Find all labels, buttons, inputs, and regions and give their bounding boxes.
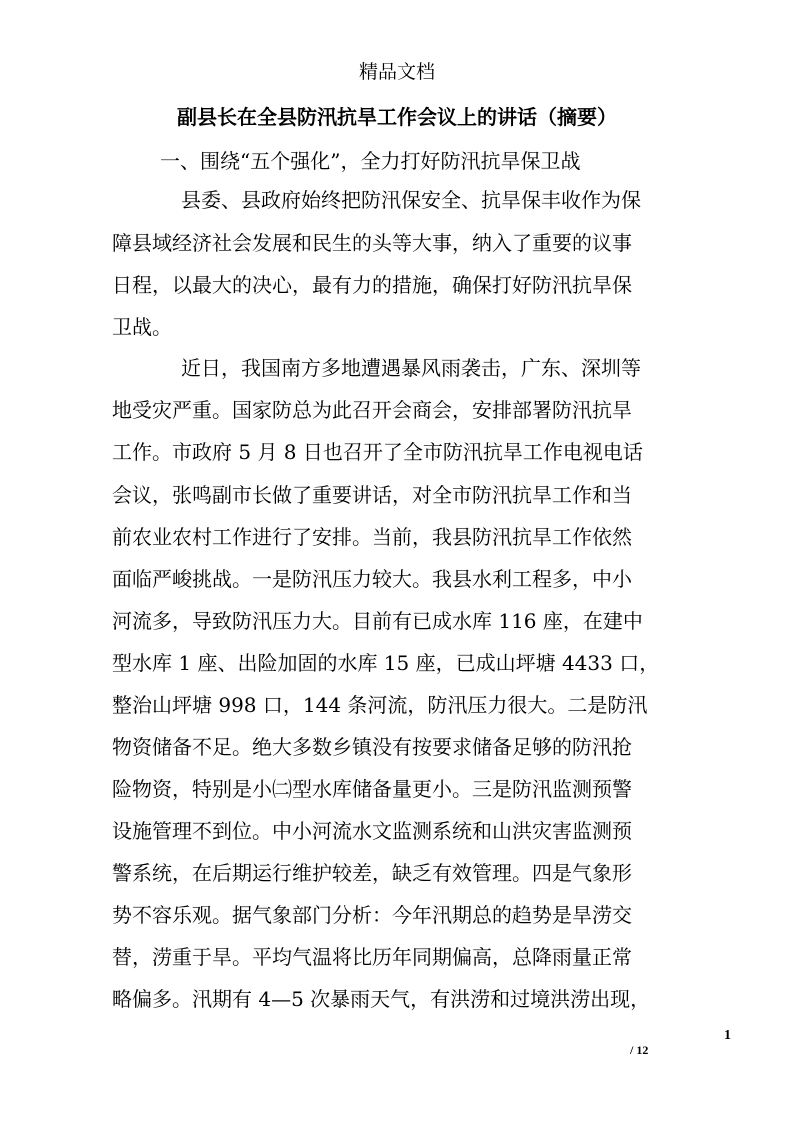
section-heading: 一、围绕“五个强化”，全力打好防汛抗旱保卫战: [160, 149, 581, 173]
paragraph-2-line-9: 整治山坪塘 998 口，144 条河流，防汛压力很大。二是防汛: [112, 693, 648, 717]
paragraph-1-line-1: 县委、县政府始终把防汛保安全、抗旱保丰收作为保: [181, 188, 641, 212]
paragraph-2-line-15: 替，涝重于旱。平均气温将比历年同期偏高，总降雨量正常: [112, 945, 632, 969]
paragraph-2-line-14: 势不容乐观。据气象部门分析：今年汛期总的趋势是旱涝交: [112, 903, 632, 927]
paragraph-2-line-4: 会议，张鸣副市长做了重要讲话，对全市防汛抗旱工作和当: [112, 483, 632, 507]
paragraph-2-line-11: 险物资，特别是小㈡型水库储备量更小。三是防汛监测预警: [112, 777, 632, 801]
paragraph-2-line-5: 前农业农村工作进行了安排。当前，我县防汛抗旱工作依然: [112, 525, 632, 549]
paragraph-2-line-10: 物资储备不足。绝大多数乡镇没有按要求储备足够的防汛抢: [112, 735, 632, 759]
paragraph-2-line-2: 地受灾严重。国家防总为此召开会商会，安排部署防汛抗旱: [112, 398, 632, 422]
paragraph-1-line-4: 卫战。: [112, 315, 172, 339]
paragraph-2-line-3: 工作。市政府 5 月 8 日也召开了全市防汛抗旱工作电视电话: [112, 440, 643, 464]
paragraph-2-line-16: 略偏多。汛期有 4—5 次暴雨天气，有洪涝和过境洪涝出现，: [112, 987, 651, 1011]
document-header: 精品文档: [358, 61, 435, 83]
paragraph-2-line-13: 警系统，在后期运行维护较差，缺乏有效管理。四是气象形: [112, 861, 632, 885]
page-total: / 12: [630, 1043, 649, 1057]
paragraph-2-line-7: 河流多，导致防汛压力大。目前有已成水库 116 座，在建中: [112, 609, 643, 633]
page-number: 1: [724, 1028, 731, 1043]
paragraph-2-line-8: 型水库 1 座、出险加固的水库 15 座，已成山坪塘 4433 口，: [112, 651, 660, 675]
paragraph-1-line-3: 日程，以最大的决心，最有力的措施，确保打好防汛抗旱保: [112, 273, 632, 297]
paragraph-2-line-1: 近日，我国南方多地遭遇暴风雨袭击，广东、深圳等: [181, 356, 641, 380]
paragraph-2-line-6: 面临严峻挑战。一是防汛压力较大。我县水利工程多，中小: [112, 567, 632, 591]
document-title: 副县长在全县防汛抗旱工作会议上的讲话（摘要）: [177, 105, 617, 129]
paragraph-1-line-2: 障县域经济社会发展和民生的头等大事，纳入了重要的议事: [112, 231, 632, 255]
paragraph-2-line-12: 设施管理不到位。中小河流水文监测系统和山洪灾害监测预: [112, 819, 632, 843]
